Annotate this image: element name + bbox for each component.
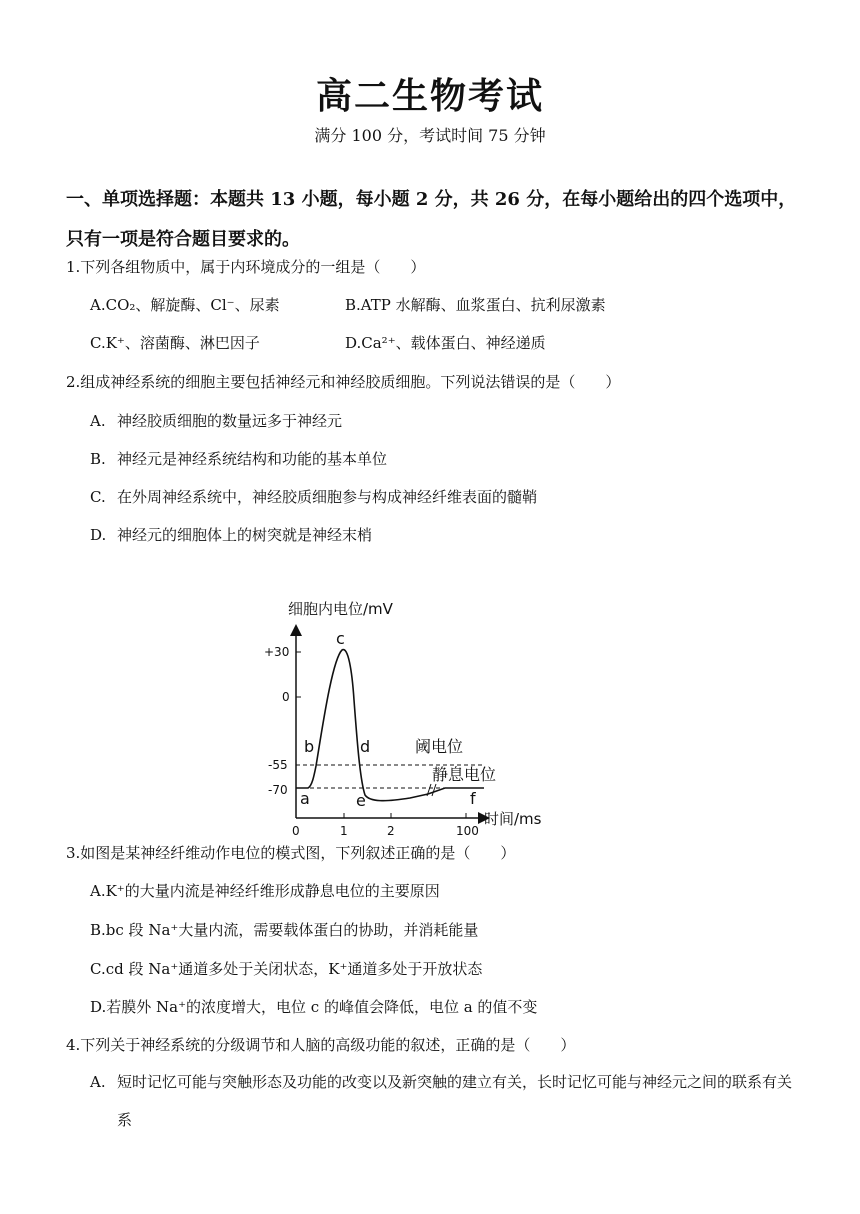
option-text: 神经胶质细胞的数量远多于神经元 bbox=[117, 412, 343, 430]
x-tick-label: 1 bbox=[340, 824, 348, 835]
x-tick-label: 0 bbox=[292, 824, 300, 835]
y-tick-label: 0 bbox=[282, 690, 290, 704]
question-2-option-c bbox=[90, 486, 537, 507]
option-label: B. bbox=[90, 450, 106, 468]
question-2-option-b bbox=[90, 448, 387, 469]
question-3-option-b: B.bc 段 Na⁺大量内流，需要载体蛋白的协助，并消耗能量 bbox=[90, 921, 479, 939]
question-3-option-c: C.cd 段 Na⁺通道多处于关闭状态，K⁺通道多处于开放状态 bbox=[90, 960, 483, 978]
question-1-option-d: D.Ca²⁺、载体蛋白、神经递质 bbox=[345, 334, 546, 352]
question-4-option-a: 短时记忆可能与突触形态及功能的改变以及新突触的建立有关，长时记忆可能与神经元之间的联系有关系 bbox=[117, 1073, 793, 1129]
point-label-d: d bbox=[360, 737, 371, 756]
question-1-option-b: B.ATP 水解酶、血浆蛋白、抗利尿激素 bbox=[345, 296, 606, 314]
axis-break-mark bbox=[432, 784, 436, 796]
point-label-b: b bbox=[304, 737, 315, 756]
y-tick-label: -55 bbox=[268, 758, 288, 772]
threshold-label: 阈电位 bbox=[415, 737, 464, 756]
question-1-option-c: C.K⁺、溶菌酶、淋巴因子 bbox=[90, 334, 260, 352]
x-tick-label: 2 bbox=[387, 824, 395, 835]
option-label: D. bbox=[90, 526, 107, 544]
y-tick-label: -70 bbox=[268, 783, 288, 797]
option-label: A. bbox=[90, 412, 106, 430]
option-text: 神经元的细胞体上的树突就是神经末梢 bbox=[117, 526, 373, 544]
point-label-f: f bbox=[470, 789, 476, 808]
x-tick-label: 100 bbox=[456, 824, 479, 835]
question-2-option-d bbox=[90, 524, 372, 545]
question-4-option-a-label: A. bbox=[90, 1073, 106, 1091]
question-3-option-a: A.K⁺的大量内流是神经纤维形成静息电位的主要原因 bbox=[90, 882, 440, 900]
question-2-stem: 2.组成神经系统的细胞主要包括神经元和神经胶质细胞。下列说法错误的是（ ） bbox=[66, 373, 621, 391]
question-4-stem: 4.下列关于神经系统的分级调节和人脑的高级功能的叙述，正确的是（ ） bbox=[66, 1036, 576, 1054]
question-2-option-a bbox=[90, 410, 342, 431]
exam-subtitle: 满分 100 分，考试时间 75 分钟 bbox=[314, 126, 546, 145]
point-label-a: a bbox=[300, 789, 310, 808]
question-1-option-a: A.CO₂、解旋酶、Cl⁻、尿素 bbox=[90, 296, 280, 314]
point-label-e: e bbox=[356, 791, 366, 810]
question-3-stem: 3.如图是某神经纤维动作电位的模式图，下列叙述正确的是（ ） bbox=[66, 844, 516, 862]
option-text: 神经元是神经系统结构和功能的基本单位 bbox=[117, 450, 388, 468]
resting-label: 静息电位 bbox=[432, 765, 497, 784]
option-label: C. bbox=[90, 488, 106, 506]
y-axis-label: 细胞内电位/mV bbox=[288, 600, 393, 618]
section-heading: 一、单项选择题：本题共 13 小题，每小题 2 分，共 26 分，在每小题给出的四个选项中，只有一项是符合题目要求的。 bbox=[66, 189, 797, 250]
option-text: 在外周神经系统中，神经胶质细胞参与构成神经纤维表面的髓鞘 bbox=[117, 488, 538, 506]
x-axis-label: 时间/ms bbox=[484, 810, 542, 828]
exam-title: 高二生物考试 bbox=[315, 75, 544, 117]
action-potential-figure bbox=[260, 590, 560, 835]
point-label-c: c bbox=[336, 629, 345, 648]
question-3-option-d: D.若膜外 Na⁺的浓度增大，电位 c 的峰值会降低，电位 a 的值不变 bbox=[90, 998, 538, 1016]
question-1-stem: 1.下列各组物质中，属于内环境成分的一组是（ ） bbox=[66, 258, 426, 276]
y-tick-label: +30 bbox=[264, 645, 290, 659]
